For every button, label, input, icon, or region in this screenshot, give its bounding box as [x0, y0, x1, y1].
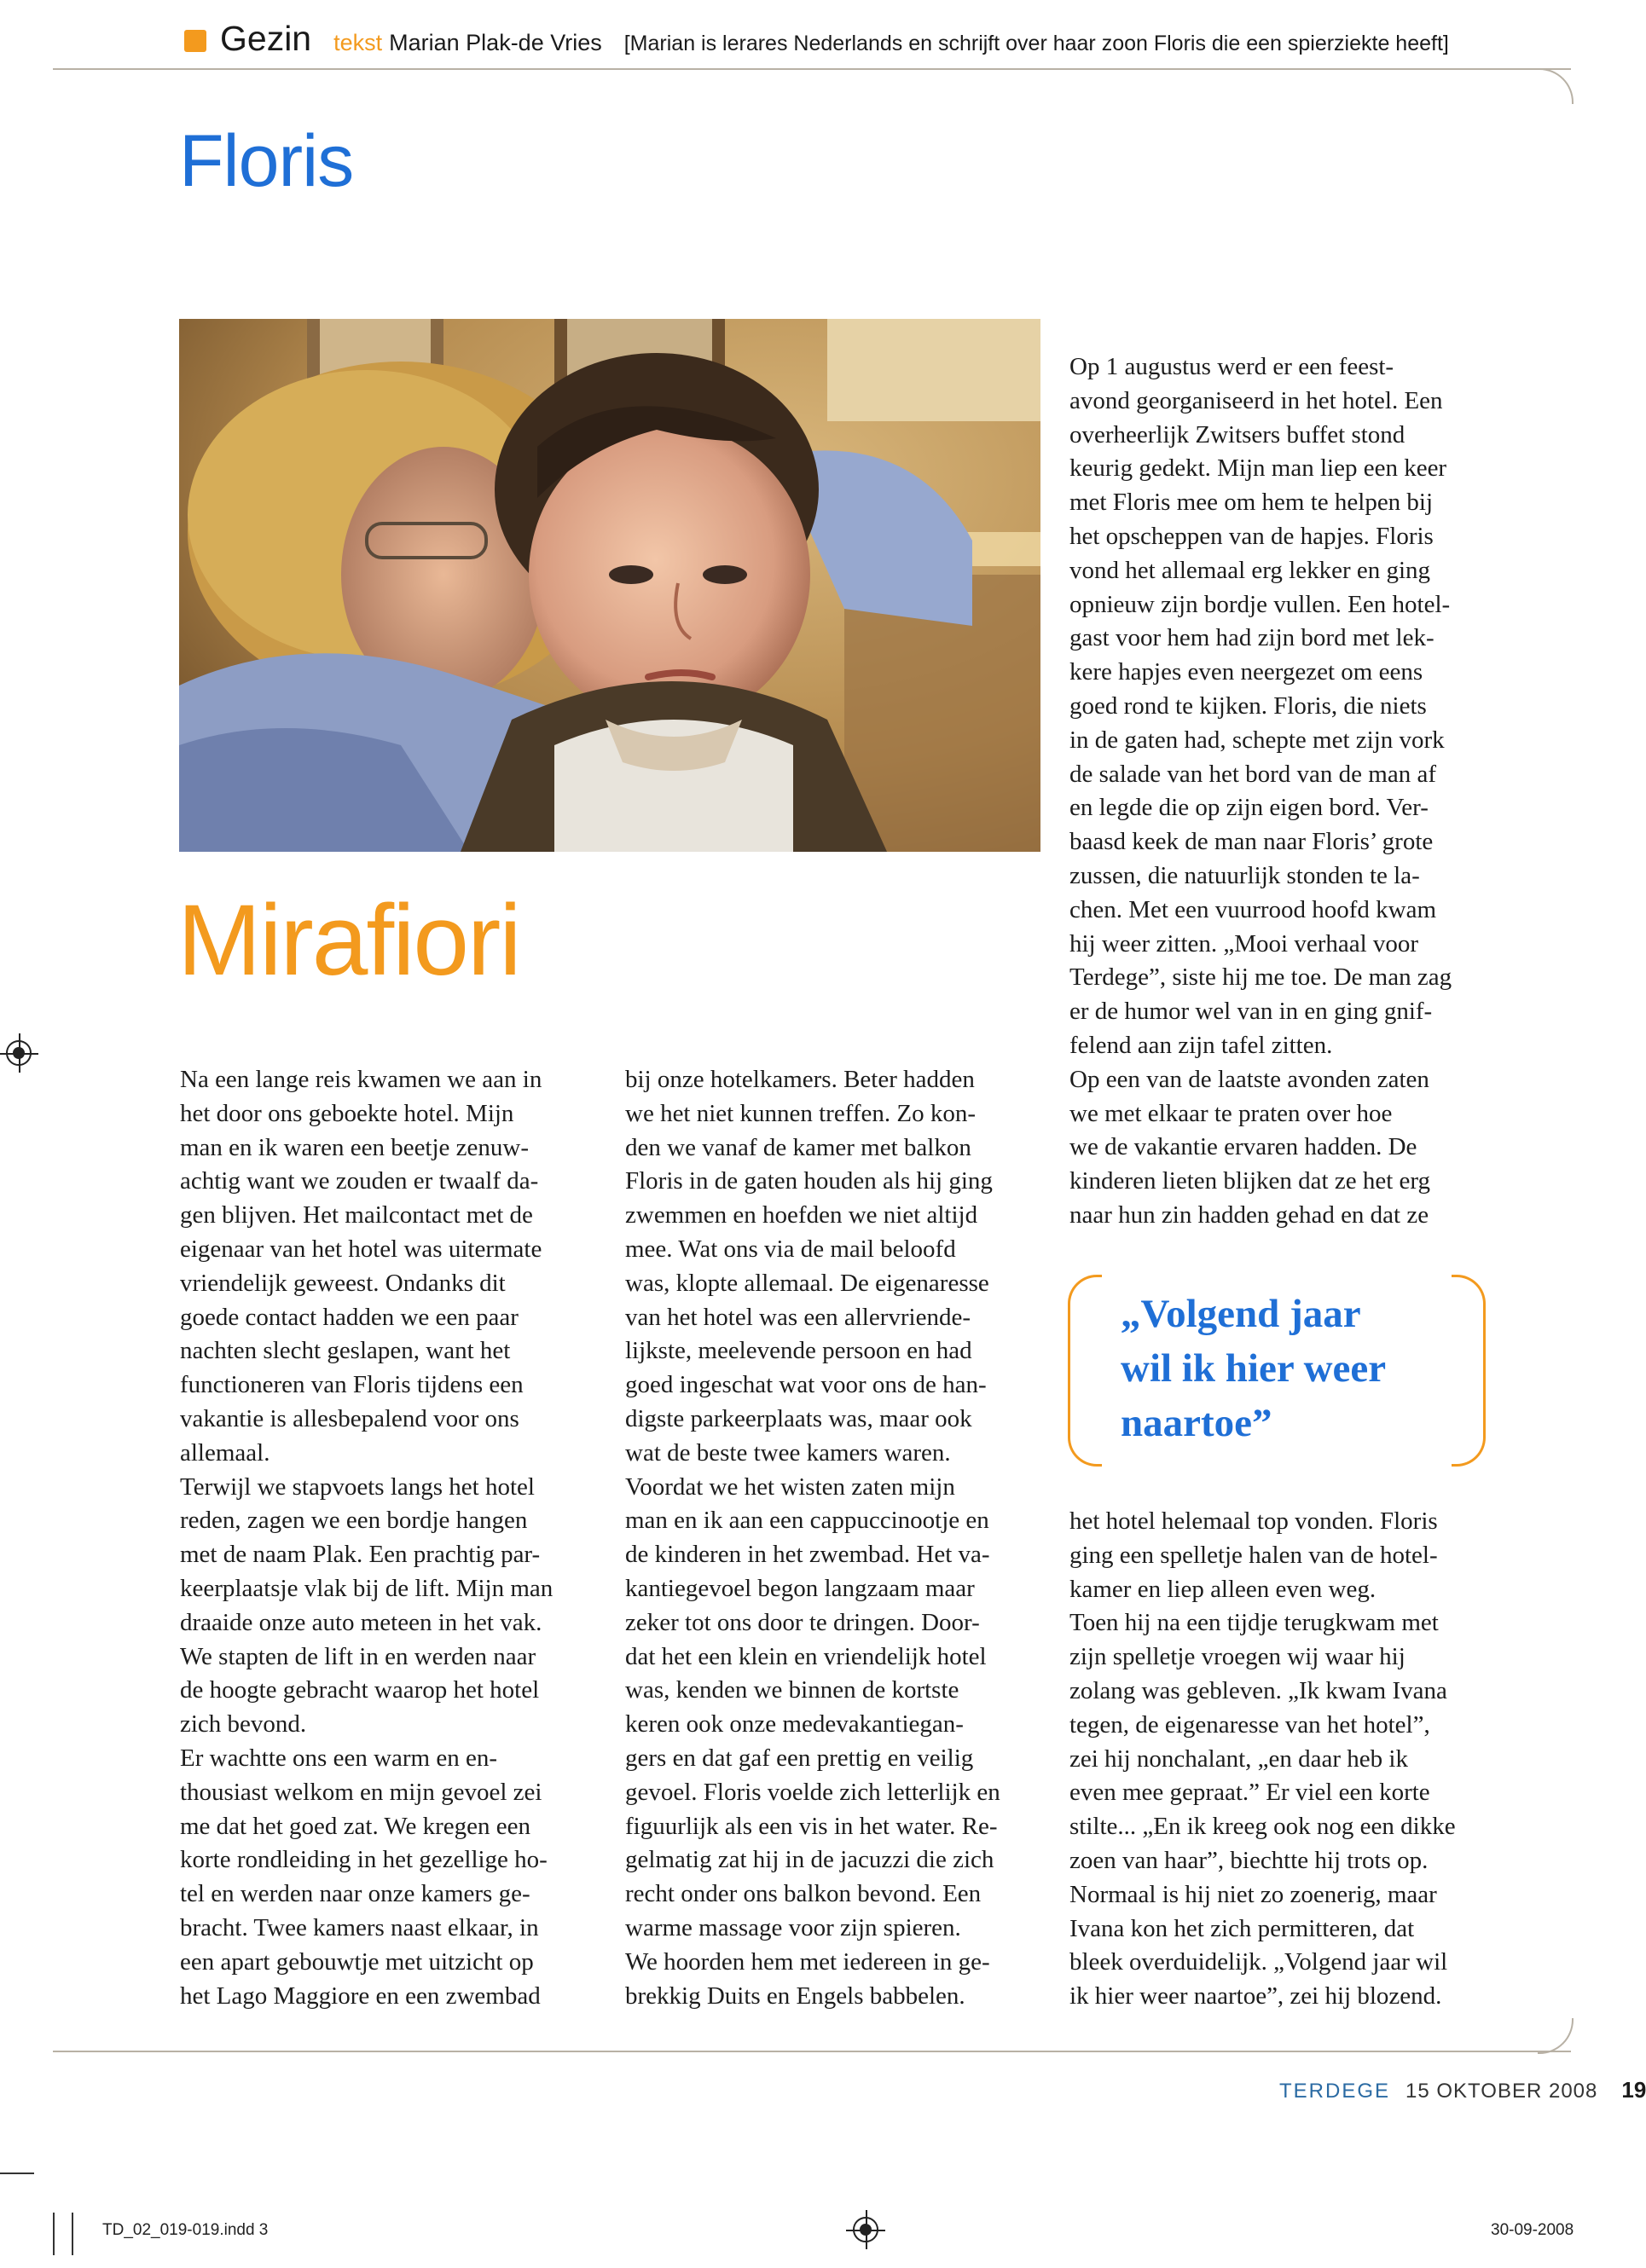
text-line: goede contact hadden we een paar [180, 1303, 519, 1331]
page-footer [1279, 2077, 1646, 2103]
text-line: zijn spelletje vroegen wij waar hij [1069, 1643, 1405, 1671]
header-rule [53, 68, 1571, 70]
text-line: eigenaar van het hotel was uitermate [180, 1235, 542, 1263]
text-line: zwemmen en hoefden we niet altijd [625, 1201, 978, 1229]
tekst-label: tekst [333, 30, 383, 55]
text-line: van het hotel was een allervriende- [625, 1303, 971, 1331]
text-line: Na een lange reis kwamen we aan in [180, 1066, 542, 1093]
text-line: bleek overduidelijk. „Volgend jaar wil [1069, 1948, 1448, 1976]
text-line: hij weer zitten. „Mooi verhaal voor [1069, 929, 1419, 958]
text-line: ik hier weer naartoe”, zei hij blozend. [1069, 1982, 1442, 2011]
text-line: vakantie is allesbepalend voor ons [180, 1404, 519, 1432]
text-line: een apart gebouwtje met uitzicht op [180, 1947, 534, 1976]
series-title: Floris [179, 120, 354, 202]
text-line: Op een van de laatste avonden zaten [1069, 1065, 1429, 1093]
text-line: reden, zagen we een bordje hangen [180, 1507, 528, 1535]
text-line: zussen, die natuurlijk stonden te la- [1069, 861, 1420, 889]
text-line: het door ons geboekte hotel. Mijn [180, 1099, 514, 1127]
text-line: figuurlijk als een vis in het water. Re- [625, 1812, 998, 1840]
footer-rule [53, 2051, 1571, 2052]
text-line: nachten slecht geslapen, want het [180, 1337, 511, 1365]
section-marker-icon [184, 30, 206, 52]
author-description: [Marian is lerares Nederlands en schrijft over haar zoon Floris die een spierziekte heeft] [623, 32, 1449, 55]
text-line: lijkste, meelevende persoon en had [625, 1337, 972, 1365]
pull-quote-line: naartoe” [1121, 1401, 1272, 1445]
pull-quote-text [1121, 1287, 1386, 1450]
text-line: tel en werden naar onze kamers ge- [180, 1880, 530, 1908]
crop-mark [72, 2213, 73, 2255]
text-line: opnieuw zijn bordje vullen. Een hotel- [1069, 590, 1451, 618]
pull-quote-line: wil ik hier weer [1121, 1346, 1387, 1391]
article-photo [179, 319, 1040, 852]
text-line: keurig gedekt. Mijn man liep een keer [1069, 454, 1447, 483]
text-line: bracht. Twee kamers naast elkaar, in [180, 1913, 539, 1941]
text-column-left [180, 1063, 589, 2013]
crop-mark [0, 2173, 34, 2174]
text-line: stilte... „En ik kreeg ook nog een dikke [1069, 1813, 1456, 1841]
text-line: kantiegevoel begon langzaam maar [625, 1574, 975, 1602]
text-line: mee. Wat ons via de mail beloofd [625, 1235, 956, 1263]
text-line: overheerlijk Zwitsers buffet stond [1069, 420, 1405, 448]
pull-quote-bracket-right [1452, 1275, 1486, 1467]
text-line: zich bevond. [180, 1710, 307, 1739]
text-line: Normaal is hij niet zo zoenerig, maar [1069, 1880, 1437, 1908]
text-line: den we vanaf de kamer met balkon [625, 1133, 971, 1161]
text-line: Terdege”, siste hij me toe. De man zag [1069, 963, 1452, 992]
text-line: me dat het goed zat. We kregen een [180, 1812, 530, 1840]
text-line: felend aan zijn tafel zitten. [1069, 1031, 1333, 1059]
text-line: goed ingeschat wat voor ons de han- [625, 1371, 987, 1399]
slug-filename: TD_02_019-019.indd 3 [102, 2221, 269, 2239]
text-line: we de vakantie ervaren hadden. De [1069, 1133, 1417, 1161]
text-line: Ivana kon het zich permitteren, dat [1069, 1914, 1415, 1942]
text-line: was, kenden we binnen de kortste [625, 1676, 959, 1704]
text-line: avond georganiseerd in het hotel. Een [1069, 386, 1443, 414]
text-line: keren ook onze medevakantiegan- [625, 1710, 964, 1739]
text-line: digste parkeerplaats was, maar ook [625, 1404, 972, 1432]
article-title: Mirafiori [177, 884, 520, 997]
issue-date: 15 OKTOBER 2008 [1405, 2080, 1598, 2103]
text-line: recht onder ons balkon bevond. Een [625, 1880, 982, 1908]
text-line: gers en dat gaf een prettig en veilig [625, 1744, 974, 1772]
pull-quote-bracket-left [1068, 1275, 1102, 1467]
text-line: vriendelijk geweest. Ondanks dit [180, 1269, 506, 1297]
text-line: Voordat we het wisten zaten mijn [625, 1472, 955, 1501]
text-line: dat het een klein en vriendelijk hotel [625, 1642, 987, 1670]
text-line: de kinderen in het zwembad. Het va- [625, 1541, 990, 1569]
text-line: draaide onze auto meteen in het vak. [180, 1608, 542, 1636]
text-line: We stapten de lift in en werden naar [180, 1642, 536, 1670]
text-column-right-top [1069, 350, 1496, 1233]
text-line: het hotel helemaal top vonden. Floris [1069, 1507, 1438, 1535]
text-line: brekkig Duits en Engels babbelen. [625, 1982, 965, 2010]
section-header [184, 19, 1449, 61]
text-line: allemaal. [180, 1438, 270, 1467]
text-line: en legde die op zijn eigen bord. Ver- [1069, 794, 1429, 822]
text-line: de hoogte gebracht waarop het hotel [180, 1676, 540, 1704]
text-line: met Floris mee om hem te helpen bij [1069, 489, 1434, 517]
text-line: zei hij nonchalant, „en daar heb ik [1069, 1744, 1408, 1773]
text-line: We hoorden hem met iedereen in ge- [625, 1947, 990, 1976]
footer-rule-corner [1538, 2018, 1574, 2054]
text-line: even mee gepraat.” Er viel een korte [1069, 1779, 1430, 1807]
text-line: gast voor hem had zijn bord met lek- [1069, 624, 1434, 652]
pull-quote-line: „Volgend jaar [1121, 1292, 1361, 1336]
text-line: was, klopte allemaal. De eigenaresse [625, 1269, 989, 1297]
text-line: Terwijl we stapvoets langs het hotel [180, 1472, 535, 1501]
text-line: gevoel. Floris voelde zich letterlijk en [625, 1778, 1000, 1806]
text-line: thousiast welkom en mijn gevoel zei [180, 1778, 542, 1806]
text-line: Er wachtte ons een warm en en- [180, 1744, 498, 1772]
header-rule-corner [1538, 68, 1574, 104]
text-line: chen. Met een vuurrood hoofd kwam [1069, 895, 1437, 923]
text-line: de salade van het bord van de man af [1069, 760, 1436, 788]
magazine-name: TERDEGE [1279, 2080, 1391, 2103]
text-line: functioneren van Floris tijdens een [180, 1371, 524, 1399]
section-name: Gezin [220, 19, 312, 58]
registration-mark-icon [853, 2217, 878, 2242]
text-line: we het niet kunnen treffen. Zo kon- [625, 1099, 976, 1127]
text-line: naar hun zin hadden gehad en dat ze [1069, 1201, 1429, 1229]
crop-mark [53, 2213, 55, 2255]
slug-date: 30-09-2008 [1491, 2221, 1574, 2239]
text-line: zolang was gebleven. „Ik kwam Ivana [1069, 1676, 1447, 1704]
registration-mark-icon [6, 1040, 32, 1066]
text-column-middle [625, 1063, 1035, 2013]
text-line: met de naam Plak. Een prachtig par- [180, 1541, 541, 1569]
text-line: gen blijven. Het mailcontact met de [180, 1201, 533, 1229]
pull-quote [1068, 1275, 1486, 1467]
text-line: baasd keek de man naar Floris’ grote [1069, 828, 1434, 856]
text-line: kinderen lieten blijken dat ze het erg [1069, 1167, 1431, 1195]
text-line: het opscheppen van de hapjes. Floris [1069, 522, 1434, 550]
text-line: Floris in de gaten houden als hij ging [625, 1167, 993, 1195]
text-line: achtig want we zouden er twaalf da- [180, 1167, 539, 1195]
photo-mother-and-son-icon [179, 319, 1040, 852]
text-line: kamer en liep alleen even weg. [1069, 1575, 1376, 1603]
text-line: in de gaten had, schepte met zijn vork [1069, 726, 1445, 754]
text-line: bij onze hotelkamers. Beter hadden [625, 1066, 975, 1093]
text-line: tegen, de eigenaresse van het hotel”, [1069, 1710, 1430, 1739]
text-column-right-bottom [1069, 1505, 1496, 2014]
text-line: korte rondleiding in het gezellige ho- [180, 1846, 548, 1874]
text-line: goed rond te kijken. Floris, die niets [1069, 691, 1427, 720]
text-line: wat de beste twee kamers waren. [625, 1438, 951, 1467]
text-line: kere hapjes even neergezet om eens [1069, 658, 1423, 686]
text-line: het Lago Maggiore en een zwembad [180, 1982, 541, 2010]
text-line: gelmatig zat hij in de jacuzzi die zich [625, 1846, 994, 1874]
text-line: zoen van haar”, biechtte hij trots op. [1069, 1846, 1429, 1874]
text-line: ging een spelletje halen van de hotel- [1069, 1541, 1438, 1569]
text-line: man en ik aan een cappuccinootje en [625, 1507, 989, 1535]
text-line: zeker tot ons door te dringen. Door- [625, 1608, 980, 1636]
text-line: we met elkaar te praten over hoe [1069, 1099, 1393, 1127]
page-number: 19 [1621, 2077, 1646, 2103]
text-line: keerplaatsje vlak bij de lift. Mijn man [180, 1574, 553, 1602]
text-line: warme massage voor zijn spieren. [625, 1913, 961, 1941]
text-line: vond het allemaal erg lekker en ging [1069, 556, 1431, 584]
author-name: Marian Plak-de Vries [389, 30, 602, 55]
text-line: Op 1 augustus werd er een feest- [1069, 353, 1394, 380]
text-line: man en ik waren een beetje zenuw- [180, 1133, 530, 1161]
text-line: er de humor wel van in en ging gnif- [1069, 998, 1433, 1026]
text-line: Toen hij na een tijdje terugkwam met [1069, 1609, 1439, 1637]
